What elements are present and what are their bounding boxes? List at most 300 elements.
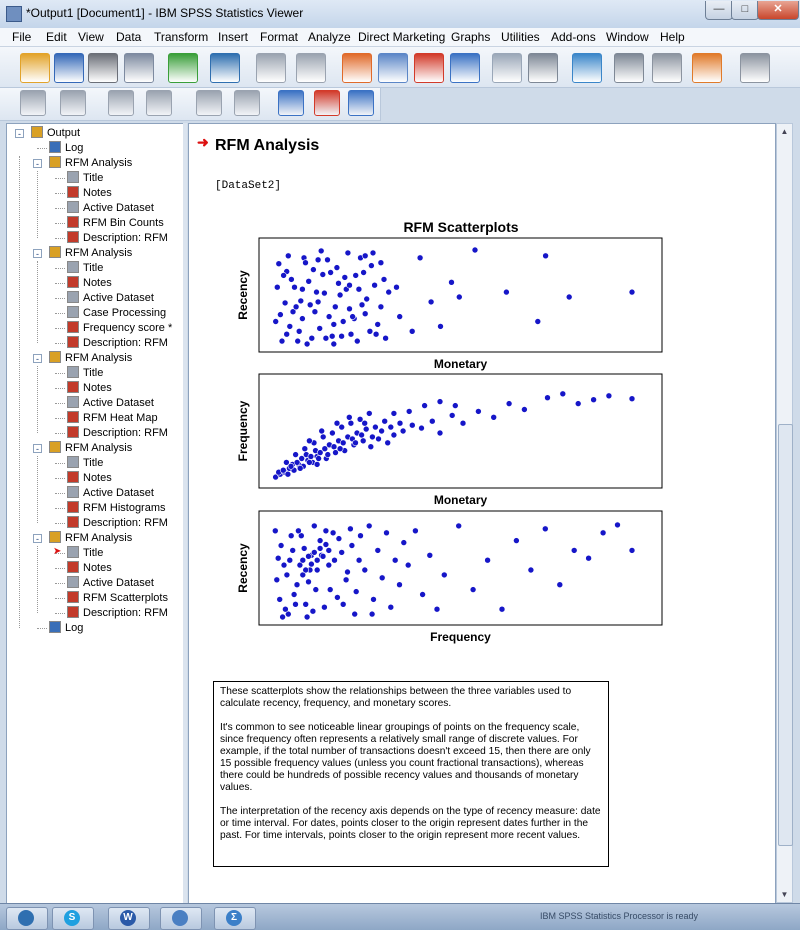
data-point bbox=[449, 279, 455, 285]
data-point bbox=[591, 397, 597, 403]
data-point bbox=[429, 418, 435, 424]
data-point bbox=[273, 319, 279, 325]
output-heading: RFM Analysis bbox=[215, 137, 320, 154]
outline-item-label: Notes bbox=[83, 277, 112, 289]
outline-item[interactable] bbox=[67, 576, 154, 591]
vertical-scrollbar[interactable] bbox=[776, 123, 793, 903]
tree-collapse-toggle[interactable]: - bbox=[33, 444, 42, 453]
data-point bbox=[308, 454, 314, 460]
data-point bbox=[470, 587, 476, 593]
data-point bbox=[409, 328, 415, 334]
close-button[interactable]: ✕ bbox=[757, 1, 799, 20]
explorer-task-button[interactable] bbox=[160, 907, 202, 930]
data-point bbox=[336, 536, 342, 542]
print-icon[interactable] bbox=[88, 53, 118, 83]
data-point bbox=[317, 325, 323, 331]
data-point bbox=[284, 572, 290, 578]
tree-connector bbox=[55, 193, 65, 194]
data-point bbox=[331, 444, 337, 450]
data-point bbox=[397, 314, 403, 320]
tree-connector bbox=[37, 366, 38, 433]
menu-data[interactable]: Data bbox=[116, 30, 142, 44]
outline-item[interactable] bbox=[67, 546, 103, 561]
outline-item[interactable] bbox=[67, 231, 168, 246]
insert-title-icon[interactable] bbox=[314, 90, 340, 116]
word-task-button[interactable] bbox=[108, 907, 150, 930]
start-icon bbox=[18, 910, 34, 926]
data-point bbox=[513, 538, 519, 544]
data-point bbox=[275, 555, 281, 561]
outline-item[interactable] bbox=[67, 471, 112, 486]
outline-item[interactable] bbox=[67, 171, 103, 186]
tree-connector bbox=[55, 268, 65, 269]
outline-item-label: Log bbox=[65, 142, 84, 154]
data-point bbox=[302, 446, 308, 452]
data-point bbox=[332, 557, 338, 563]
current-item-arrow-icon: ➤ bbox=[53, 546, 62, 557]
data-point bbox=[315, 257, 321, 263]
outline-item-label: Title bbox=[83, 547, 104, 559]
export-icon[interactable] bbox=[168, 53, 198, 83]
data-point bbox=[287, 323, 293, 329]
data-point bbox=[293, 452, 299, 458]
insert-heading-icon[interactable] bbox=[278, 90, 304, 116]
minimize-button[interactable]: — bbox=[705, 1, 733, 20]
menu-help[interactable]: Help bbox=[660, 30, 685, 44]
data-point bbox=[307, 302, 313, 308]
tree-connector bbox=[55, 343, 65, 344]
data-point bbox=[428, 299, 434, 305]
outline-item[interactable] bbox=[49, 156, 132, 171]
outline-item-label: Description: RFM bbox=[83, 427, 168, 439]
tree-connector bbox=[55, 238, 65, 239]
menu-utilities[interactable]: Utilities bbox=[501, 30, 540, 44]
tree-connector bbox=[55, 418, 65, 419]
data-point bbox=[528, 567, 534, 573]
word-icon: W bbox=[120, 910, 136, 926]
collapse-icon[interactable] bbox=[146, 90, 172, 116]
notes-icon bbox=[67, 336, 79, 348]
data-point bbox=[375, 321, 381, 327]
outline-item[interactable] bbox=[49, 141, 83, 156]
tree-connector bbox=[55, 388, 65, 389]
scroll-down-arrow-icon[interactable]: ▼ bbox=[780, 890, 789, 899]
tree-collapse-toggle[interactable]: - bbox=[33, 534, 42, 543]
data-point bbox=[314, 557, 320, 563]
x-axis-label: Monetary bbox=[433, 357, 488, 371]
data-point bbox=[379, 575, 385, 581]
window-title: *Output1 [Document1] - IBM SPSS Statistics Viewer bbox=[26, 6, 304, 20]
outline-item-label: Log bbox=[65, 622, 84, 634]
menu-format[interactable]: Format bbox=[260, 30, 299, 44]
tree-connector bbox=[55, 208, 65, 209]
open-icon[interactable] bbox=[20, 53, 50, 83]
tree-connector bbox=[55, 523, 65, 524]
data-point bbox=[311, 549, 317, 555]
data-point bbox=[304, 614, 310, 620]
tree-connector bbox=[55, 613, 65, 614]
chart-icon bbox=[67, 501, 79, 513]
data-point bbox=[409, 422, 415, 428]
data-point bbox=[311, 523, 317, 529]
outline-item-label: Description: RFM bbox=[83, 232, 168, 244]
data-point bbox=[575, 401, 581, 407]
outline-item-label: Active Dataset bbox=[83, 202, 154, 214]
data-point bbox=[296, 328, 302, 334]
chart-icon bbox=[67, 591, 79, 603]
save-icon[interactable] bbox=[54, 53, 84, 83]
data-point bbox=[456, 294, 462, 300]
data-point bbox=[282, 606, 288, 612]
data-point bbox=[363, 426, 369, 432]
start-task-button[interactable] bbox=[6, 907, 48, 930]
data-point bbox=[449, 412, 455, 418]
outline-item[interactable] bbox=[67, 336, 168, 351]
outline-item[interactable] bbox=[67, 396, 154, 411]
data-point bbox=[294, 582, 300, 588]
data-point bbox=[352, 611, 358, 617]
data-point bbox=[319, 428, 325, 434]
menu-file[interactable]: File bbox=[12, 30, 32, 44]
data-point bbox=[353, 440, 359, 446]
outline-item-label: Active Dataset bbox=[83, 292, 154, 304]
data-point bbox=[293, 601, 299, 607]
tree-connector bbox=[37, 456, 38, 523]
data-point bbox=[422, 403, 428, 409]
data-point bbox=[420, 592, 426, 598]
data-point bbox=[379, 428, 385, 434]
menu-direct-marketing[interactable]: Direct Marketing bbox=[358, 30, 446, 44]
outline-item[interactable] bbox=[67, 411, 158, 426]
x-axis-label: Monetary bbox=[433, 493, 488, 507]
data-point bbox=[314, 289, 320, 295]
data-point bbox=[394, 284, 400, 290]
outline-item-label: Description: RFM bbox=[83, 337, 168, 349]
toggle-icon[interactable] bbox=[740, 53, 770, 83]
tree-collapse-toggle[interactable]: - bbox=[33, 249, 42, 258]
outline-item-label: Notes bbox=[83, 382, 112, 394]
data-point bbox=[297, 465, 303, 471]
notes-icon bbox=[67, 426, 79, 438]
data-point bbox=[360, 438, 366, 444]
goto-case-icon[interactable] bbox=[378, 53, 408, 83]
data-point bbox=[326, 314, 332, 320]
page-icon bbox=[67, 171, 79, 183]
data-point bbox=[339, 549, 345, 555]
data-point bbox=[535, 319, 541, 325]
outline-item[interactable] bbox=[67, 186, 112, 201]
data-point bbox=[347, 306, 353, 312]
data-point bbox=[456, 523, 462, 529]
data-point bbox=[586, 555, 592, 561]
book-icon bbox=[49, 156, 61, 168]
tree-connector bbox=[55, 313, 65, 314]
outline-item[interactable] bbox=[67, 606, 168, 621]
outline-item[interactable] bbox=[67, 306, 166, 321]
data-point bbox=[362, 567, 368, 573]
description-textbox bbox=[213, 681, 609, 867]
data-point bbox=[472, 247, 478, 253]
rfm-scatterplots-chart[interactable] bbox=[229, 214, 669, 654]
data-point bbox=[366, 410, 372, 416]
data-point bbox=[364, 296, 370, 302]
data-point bbox=[345, 250, 351, 256]
outline-item-label: RFM Analysis bbox=[65, 352, 133, 364]
outline-item-label: RFM Analysis bbox=[65, 442, 133, 454]
outline-item-label: Notes bbox=[83, 187, 112, 199]
taskbar bbox=[0, 903, 800, 930]
show-icon[interactable] bbox=[196, 90, 222, 116]
tree-connector bbox=[55, 508, 65, 509]
data-point bbox=[339, 333, 345, 339]
data-point bbox=[362, 253, 368, 259]
menu-graphs[interactable]: Graphs bbox=[451, 30, 491, 44]
data-point bbox=[397, 582, 403, 588]
data-point bbox=[320, 434, 326, 440]
data-point bbox=[326, 562, 332, 568]
data-point bbox=[340, 440, 346, 446]
tree-connector bbox=[55, 298, 65, 299]
outline-item[interactable] bbox=[67, 381, 112, 396]
data-point bbox=[299, 316, 305, 322]
outline-item[interactable] bbox=[67, 291, 154, 306]
data-point bbox=[491, 414, 497, 420]
outline-item[interactable] bbox=[67, 591, 168, 606]
data-point bbox=[280, 614, 286, 620]
data-point bbox=[320, 553, 326, 559]
data-point bbox=[298, 298, 304, 304]
outline-item[interactable] bbox=[49, 531, 132, 546]
pivot-icon[interactable] bbox=[692, 53, 722, 83]
page-icon bbox=[67, 546, 79, 558]
data-point bbox=[316, 456, 322, 462]
chart-icon bbox=[67, 216, 79, 228]
tree-connector bbox=[55, 493, 65, 494]
variables-icon[interactable] bbox=[450, 53, 480, 83]
page-icon bbox=[67, 456, 79, 468]
book-icon bbox=[49, 441, 61, 453]
scroll-thumb[interactable] bbox=[778, 424, 793, 846]
data-point bbox=[288, 276, 294, 282]
tree-collapse-toggle[interactable]: - bbox=[15, 129, 24, 138]
data-point bbox=[499, 606, 505, 612]
data-point bbox=[382, 418, 388, 424]
x-axis-label: Frequency bbox=[430, 630, 491, 644]
tree-connector bbox=[55, 478, 65, 479]
undo-icon[interactable] bbox=[256, 53, 286, 83]
data-point bbox=[359, 432, 365, 438]
data-point bbox=[417, 255, 423, 261]
outline-item-label: Description: RFM bbox=[83, 517, 168, 529]
notes-icon bbox=[67, 276, 79, 288]
data-point bbox=[349, 543, 355, 549]
data-point bbox=[521, 407, 527, 413]
outline-item[interactable] bbox=[67, 456, 103, 471]
outline-item[interactable] bbox=[67, 486, 154, 501]
page-icon bbox=[67, 396, 79, 408]
data-point bbox=[358, 533, 364, 539]
designate-window-icon[interactable] bbox=[614, 53, 644, 83]
data-point bbox=[287, 557, 293, 563]
tree-collapse-toggle[interactable]: - bbox=[33, 159, 42, 168]
outline-pane[interactable] bbox=[6, 123, 184, 905]
outline-item[interactable] bbox=[31, 126, 80, 141]
show-all-variables-icon[interactable] bbox=[528, 53, 558, 83]
tree-connector bbox=[37, 261, 38, 343]
outline-item-label: Notes bbox=[83, 562, 112, 574]
outline-item[interactable] bbox=[67, 201, 154, 216]
data-point bbox=[372, 282, 378, 288]
data-point bbox=[284, 331, 290, 337]
data-point bbox=[313, 587, 319, 593]
data-point bbox=[359, 302, 365, 308]
data-point bbox=[545, 395, 551, 401]
data-point bbox=[475, 408, 481, 414]
promote-icon[interactable] bbox=[20, 90, 46, 116]
data-point bbox=[317, 538, 323, 544]
spss-task-button[interactable] bbox=[214, 907, 256, 930]
data-point bbox=[356, 557, 362, 563]
outline-item-label: Title bbox=[83, 367, 104, 379]
chart-title: RFM Scatterplots bbox=[403, 219, 519, 235]
pane-splitter[interactable] bbox=[183, 123, 187, 903]
data-point bbox=[437, 399, 443, 405]
data-point bbox=[506, 401, 512, 407]
goto-data-icon[interactable] bbox=[342, 53, 372, 83]
tree-connector bbox=[19, 156, 20, 628]
data-point bbox=[386, 289, 392, 295]
data-point bbox=[385, 440, 391, 446]
data-point bbox=[277, 596, 283, 602]
data-point bbox=[337, 446, 343, 452]
outline-item[interactable] bbox=[67, 261, 103, 276]
outline-item-label: Title bbox=[83, 172, 104, 184]
notes-icon bbox=[67, 606, 79, 618]
demote-icon[interactable] bbox=[60, 90, 86, 116]
data-point bbox=[279, 338, 285, 344]
data-point bbox=[406, 408, 412, 414]
data-point bbox=[366, 523, 372, 529]
menu-insert[interactable]: Insert bbox=[218, 30, 249, 44]
hide-icon[interactable] bbox=[234, 90, 260, 116]
data-point bbox=[381, 276, 387, 282]
data-point bbox=[321, 290, 327, 296]
outline-item-label: RFM Analysis bbox=[65, 157, 133, 169]
outline-item[interactable] bbox=[67, 516, 168, 531]
data-point bbox=[306, 278, 312, 284]
data-point bbox=[295, 528, 301, 534]
notes-icon bbox=[67, 471, 79, 483]
data-point bbox=[328, 270, 334, 276]
data-point bbox=[340, 319, 346, 325]
data-point bbox=[356, 286, 362, 292]
tree-collapse-toggle[interactable]: - bbox=[33, 354, 42, 363]
menu-add-ons[interactable]: Add-ons bbox=[551, 30, 596, 44]
data-point bbox=[348, 331, 354, 337]
outline-item[interactable] bbox=[67, 501, 166, 516]
page-icon bbox=[67, 576, 79, 588]
menu-analyze[interactable]: Analyze bbox=[308, 30, 351, 44]
tree-connector bbox=[55, 433, 65, 434]
outline-item[interactable] bbox=[67, 216, 164, 231]
data-point bbox=[299, 286, 305, 292]
outline-item[interactable] bbox=[67, 561, 112, 576]
outline-item[interactable] bbox=[67, 321, 172, 336]
tree-connector bbox=[55, 598, 65, 599]
data-point bbox=[278, 543, 284, 549]
outline-item[interactable] bbox=[49, 246, 132, 261]
outline-item[interactable] bbox=[67, 366, 103, 381]
data-point bbox=[343, 577, 349, 583]
data-point bbox=[331, 321, 337, 327]
outline-item-label: Case Processing bbox=[83, 307, 167, 319]
explorer-icon bbox=[172, 910, 188, 926]
data-point bbox=[334, 265, 340, 271]
outline-item[interactable] bbox=[67, 426, 168, 441]
data-point bbox=[285, 471, 291, 477]
data-point bbox=[303, 260, 309, 266]
insert-text-icon[interactable] bbox=[348, 90, 374, 116]
outline-item-label: RFM Analysis bbox=[65, 247, 133, 259]
spelling-icon[interactable] bbox=[572, 53, 602, 83]
recall-dialog-icon[interactable] bbox=[210, 53, 240, 83]
data-point bbox=[272, 528, 278, 534]
data-point bbox=[282, 300, 288, 306]
run-script-icon[interactable] bbox=[652, 53, 682, 83]
menu-window[interactable]: Window bbox=[606, 30, 649, 44]
data-point bbox=[388, 604, 394, 610]
use-sets-icon[interactable] bbox=[492, 53, 522, 83]
maximize-button[interactable]: □ bbox=[731, 1, 759, 20]
menu-transform[interactable]: Transform bbox=[154, 30, 209, 44]
data-point bbox=[392, 557, 398, 563]
data-point bbox=[304, 341, 310, 347]
tree-connector bbox=[37, 148, 47, 149]
data-point bbox=[306, 459, 312, 465]
data-point bbox=[334, 594, 340, 600]
menu-edit[interactable]: Edit bbox=[46, 30, 67, 44]
data-point bbox=[323, 542, 329, 548]
data-point bbox=[437, 430, 443, 436]
data-point bbox=[441, 572, 447, 578]
tree-connector bbox=[55, 373, 65, 374]
data-point bbox=[348, 420, 354, 426]
chart-icon bbox=[67, 411, 79, 423]
data-point bbox=[400, 428, 406, 434]
data-point bbox=[274, 284, 280, 290]
scroll-up-arrow-icon[interactable]: ▲ bbox=[780, 127, 789, 136]
outline-item-label: RFM Analysis bbox=[65, 532, 133, 544]
data-point bbox=[295, 338, 301, 344]
data-point bbox=[571, 547, 577, 553]
page-icon bbox=[67, 306, 79, 318]
redo-icon[interactable] bbox=[296, 53, 326, 83]
data-point bbox=[325, 257, 331, 263]
outline-item[interactable] bbox=[67, 276, 112, 291]
expand-icon[interactable] bbox=[108, 90, 134, 116]
skype-task-button[interactable] bbox=[52, 907, 94, 930]
outline-item-label: RFM Scatterplots bbox=[83, 592, 168, 604]
menu-view[interactable]: View bbox=[78, 30, 104, 44]
print-preview-icon[interactable] bbox=[124, 53, 154, 83]
outline-item[interactable] bbox=[49, 351, 132, 366]
goto-variable-icon[interactable] bbox=[414, 53, 444, 83]
outline-item[interactable] bbox=[49, 441, 132, 456]
outline-item[interactable] bbox=[49, 621, 83, 636]
data-point bbox=[606, 393, 612, 399]
data-point bbox=[485, 557, 491, 563]
data-point bbox=[301, 545, 307, 551]
